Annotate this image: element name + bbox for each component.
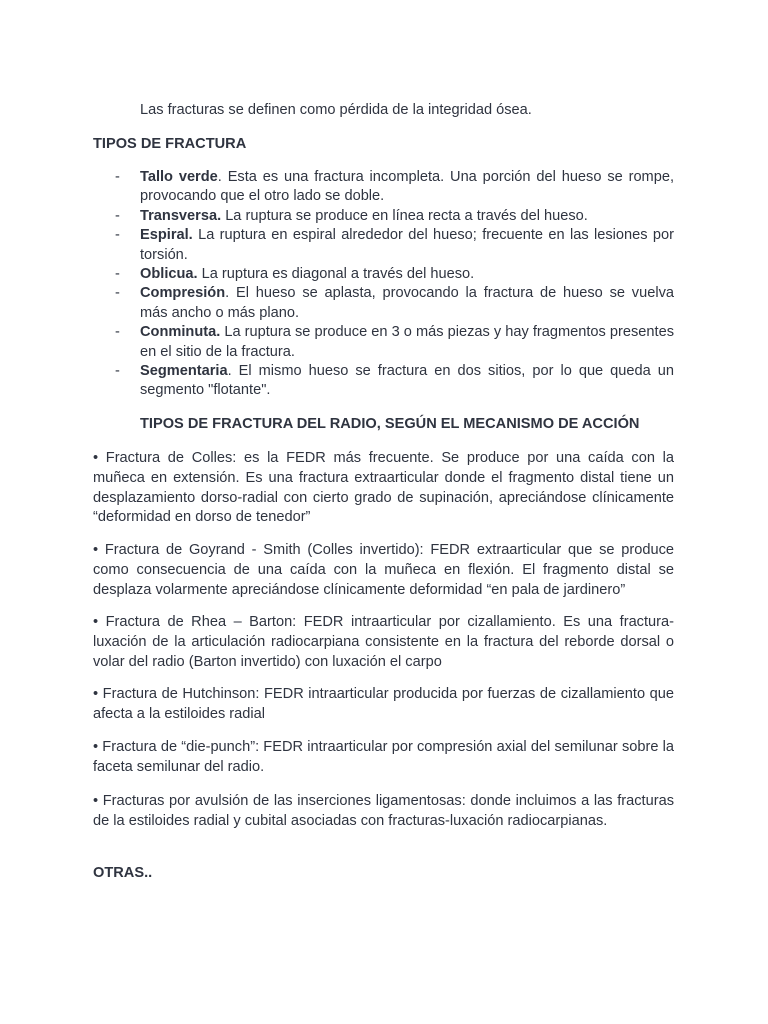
fracture-term: Segmentaria — [140, 363, 228, 380]
list-item — [93, 207, 674, 226]
heading-otras: OTRAS.. — [93, 865, 153, 881]
list-item — [93, 323, 674, 362]
fracture-description: . Esta es una fractura incompleta. Una porción del hueso se rompe, provocando que el otro lado se doble. — [140, 169, 675, 205]
fracture-term: Oblicua. — [140, 266, 198, 283]
list-item — [93, 265, 674, 284]
list-item — [93, 284, 674, 323]
fracture-description: La ruptura en espiral alrededor del hueso; frecuente en las lesiones por torsión. — [140, 227, 674, 263]
paragraph-hutchinson: • Fractura de Hutchinson: FEDR intraarticular producida por fuerzas de cizallamiento que afecta a la estiloides radial — [93, 686, 674, 722]
fracture-term: Tallo verde — [140, 169, 218, 185]
fracture-description: La ruptura se produce en 3 o más piezas y hay fragmentos presentes en el sitio de la fractura. — [140, 324, 674, 360]
paragraph-colles: • Fractura de Colles: es la FEDR más frecuente. Se produce por una caída con la muñeca en extensión. Es una fractura extraarticular donde el fragmento distal tiene un desplazamiento dorso-radial con cierto grado de supinación, apreciándose clínicamente “deformidad en dorso de tenedor” — [93, 450, 674, 526]
fracture-term: Conminuta. — [140, 324, 221, 341]
fracture-term: Espiral. — [140, 227, 193, 244]
list-dash: - — [115, 363, 120, 380]
list-dash: - — [115, 169, 120, 185]
fracture-types-list — [93, 168, 674, 401]
list-dash: - — [115, 227, 120, 244]
fracture-term: Compresión — [140, 285, 226, 302]
list-item — [93, 168, 674, 207]
list-dash: - — [115, 207, 120, 224]
paragraph-die-punch: • Fractura de “die-punch”: FEDR intraarticular por compresión axial del semilunar sobre la faceta semilunar del radio. — [93, 739, 674, 775]
list-dash: - — [115, 266, 120, 283]
intro-sentence: Las fracturas se definen como pérdida de la integridad ósea. — [140, 102, 532, 118]
fracture-description: La ruptura es diagonal a través del hueso. — [197, 266, 475, 283]
heading-tipos-de-fractura: TIPOS DE FRACTURA — [93, 136, 247, 152]
list-item — [93, 226, 674, 265]
paragraph-rhea-barton: • Fractura de Rhea – Barton: FEDR intraarticular por cizallamiento. Es una fractura-luxación de la articulación radiocarpiana consistente en la fractura del reborde dorsal o volar del radio (Barton invertido) con luxación el carpo — [93, 614, 674, 670]
list-dash: - — [115, 324, 120, 341]
list-dash: - — [115, 285, 120, 302]
paragraph-avulsion: • Fracturas por avulsión de las inserciones ligamentosas: donde incluimos a las fracturas de la estiloides radial y cubital asociadas con fracturas-luxación radiocarpianas. — [93, 793, 674, 829]
paragraph-goyrand-smith: • Fractura de Goyrand - Smith (Colles invertido): FEDR extraarticular que se produce como consecuencia de una caída con la muñeca en flexión. El fragmento distal se desplaza volarmente apreciándose clínicamente deformidad “en pala de jardinero” — [93, 542, 674, 598]
heading-fractura-del-radio: TIPOS DE FRACTURA DEL RADIO, SEGÚN EL MECANISMO DE ACCIÓN — [140, 416, 640, 432]
list-item — [93, 362, 674, 401]
fracture-description: . El mismo hueso se fractura en dos sitios, por lo que queda un segmento "flotante". — [140, 363, 674, 399]
fracture-description: La ruptura se produce en línea recta a través del hueso. — [221, 207, 588, 224]
fracture-description: . El hueso se aplasta, provocando la fractura de hueso se vuelva más ancho o más plano. — [140, 285, 674, 321]
fracture-term: Transversa. — [140, 207, 222, 224]
